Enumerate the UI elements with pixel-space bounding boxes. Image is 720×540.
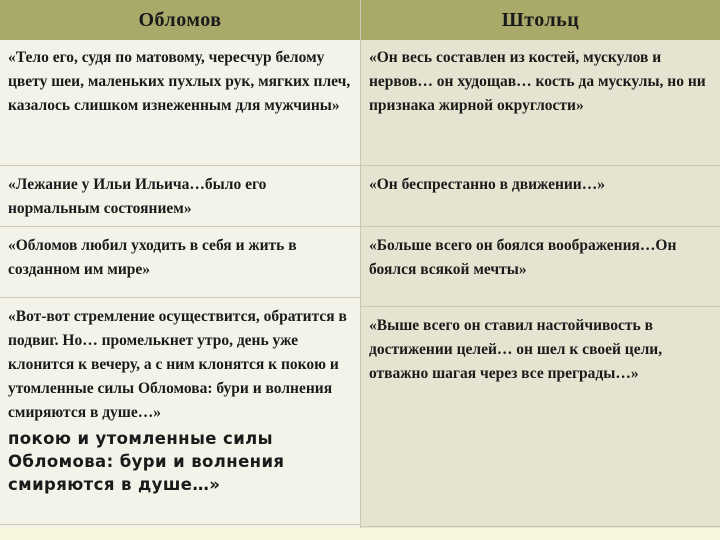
row-4-oblomov-text: «Вот-вот стремление осуществится, обратится в подвиг. Но… промелькнет утро, день уже клонится к вечеру, а с ним клонятся к покою и утомленные силы Обломова: бури и волнения смиряются в душе…» <box>8 308 347 421</box>
row-4-oblomov-extra-text: покою и утомленные силы Обломова: бури и волнения смиряются в душе…» <box>8 429 285 494</box>
row-divider <box>0 226 360 227</box>
row-2-stolz: «Он беспрестанно в движении…» <box>369 176 605 193</box>
row-divider <box>361 526 720 527</box>
header-oblomov: Обломов <box>0 0 360 40</box>
row-3-stolz: «Больше всего он боялся воображения…Он боялся всякой мечты» <box>369 237 677 278</box>
row-3-oblomov: «Обломов любил уходить в себя и жить в созданном им мире» <box>8 237 297 278</box>
row-divider <box>361 165 720 166</box>
row-1-stolz: «Он весь составлен из костей, мускулов и нервов… он худощав… кость да мускулы, но ни признака жирной округлости» <box>369 49 706 114</box>
row-divider <box>0 165 360 166</box>
header-stolz: Штольц <box>361 0 720 40</box>
row-2-oblomov: «Лежание у Ильи Ильича…было его нормальным состоянием» <box>8 176 267 217</box>
row-4-stolz: «Выше всего он ставил настойчивость в достижении целей… он шел к своей цели, отважно шагая через все преграды…» <box>369 317 663 382</box>
row-4-oblomov <box>0 299 360 496</box>
row-divider <box>0 524 360 525</box>
row-divider <box>0 297 360 298</box>
row-divider <box>361 226 720 227</box>
row-1-oblomov: «Тело его, судя по матовому, чересчур белому цвету шеи, маленьких пухлых рук, мягких плеч, казалось слишком изнеженным для мужчины» <box>8 49 351 114</box>
bottom-strip <box>0 528 720 540</box>
column-separator <box>360 0 361 540</box>
row-divider <box>361 306 720 307</box>
